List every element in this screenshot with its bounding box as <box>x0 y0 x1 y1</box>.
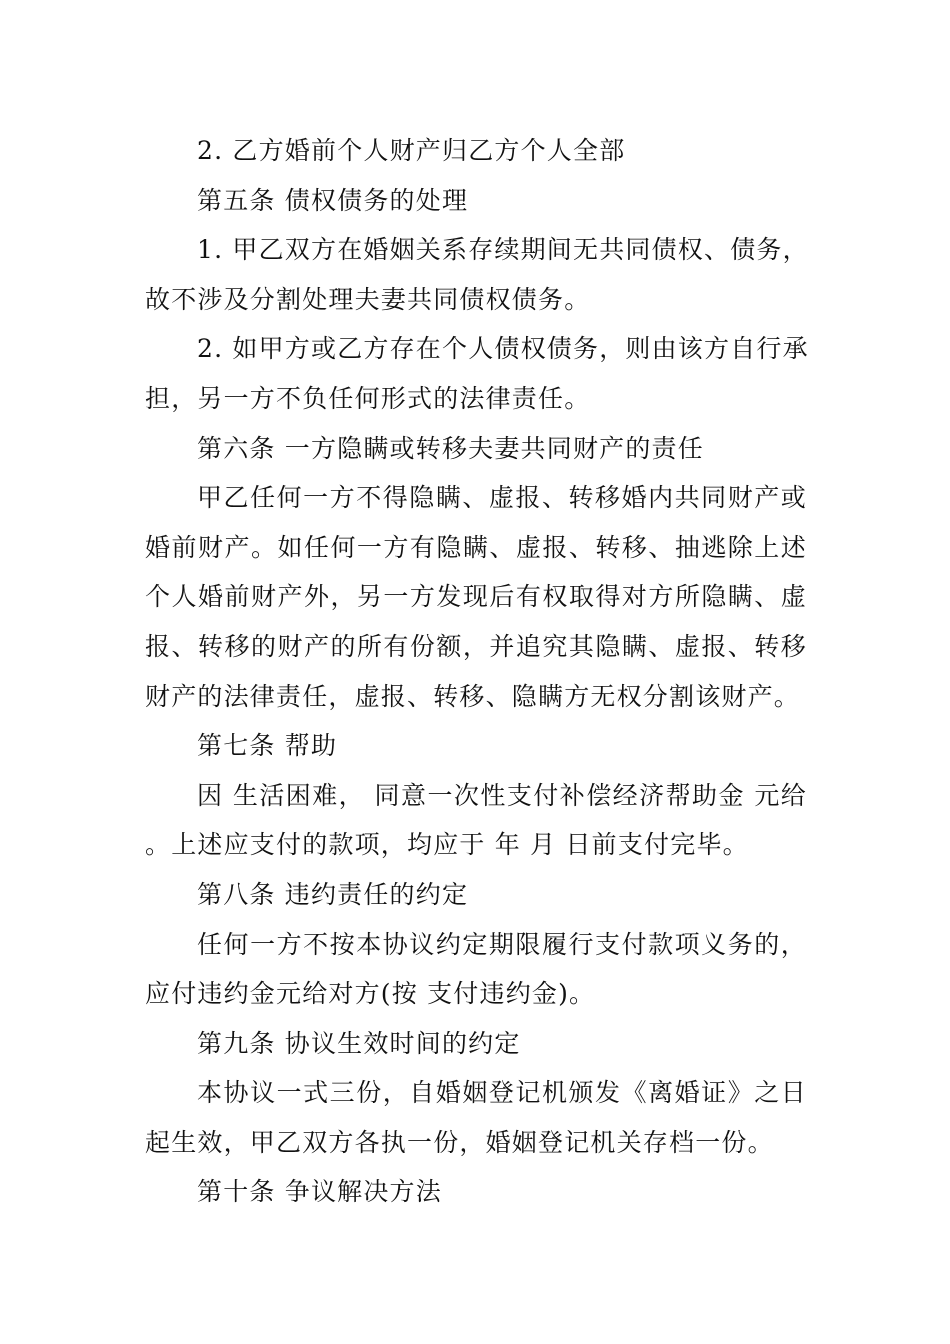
article-heading-10: 第十条 争议解决方法 <box>197 1177 442 1207</box>
article-heading-6: 第六条 一方隐瞒或转移夫妻共同财产的责任 <box>197 433 704 463</box>
article-heading-7: 第七条 帮助 <box>197 731 338 761</box>
paragraph-line: 担，另一方不负任何形式的法律责任。 <box>145 383 591 413</box>
paragraph-line: 应付违约金元给对方(按 支付违约金)。 <box>145 979 596 1009</box>
paragraph-line: 因 生活困难， 同意一次性支付补偿经济帮助金 元给 <box>197 780 807 810</box>
paragraph-line: 本协议一式三份，自婚姻登记机颁发《离婚证》之日 <box>197 1078 807 1108</box>
article-heading-5: 第五条 债权债务的处理 <box>197 185 469 215</box>
paragraph-line: 2. 乙方婚前个人财产归乙方个人全部 <box>197 136 626 165</box>
paragraph-line: 1. 甲乙双方在婚姻关系存续期间无共同债权、债务， <box>197 235 809 265</box>
paragraph-line: 。上述应支付的款项，均应于 年 月 日前支付完毕。 <box>145 830 749 860</box>
article-heading-9: 第九条 协议生效时间的约定 <box>197 1028 521 1058</box>
paragraph-line: 财产的法律责任，虚报、转移、隐瞒方无权分割该财产。 <box>145 681 801 711</box>
article-heading-8: 第八条 违约责任的约定 <box>197 879 469 909</box>
document-body <box>145 126 807 1217</box>
paragraph-line: 故不涉及分割处理夫妻共同债权债务。 <box>145 284 591 314</box>
paragraph-line: 任何一方不按本协议约定期限履行支付款项义务的， <box>197 929 807 959</box>
paragraph-line: 起生效，甲乙双方各执一份，婚姻登记机关存档一份。 <box>145 1127 774 1157</box>
paragraph-line: 报、转移的财产的所有份额，并追究其隐瞒、虚报、转移 <box>145 631 807 661</box>
paragraph-line: 个人婚前财产外，另一方发现后有权取得对方所隐瞒、虚 <box>145 582 807 612</box>
paragraph-line: 2. 如甲方或乙方存在个人债权债务，则由该方自行承 <box>197 334 809 364</box>
paragraph-line: 婚前财产。如任何一方有隐瞒、虚报、转移、抽逃除上述 <box>145 532 807 562</box>
paragraph-line: 甲乙任何一方不得隐瞒、虚报、转移婚内共同财产或 <box>197 483 807 513</box>
